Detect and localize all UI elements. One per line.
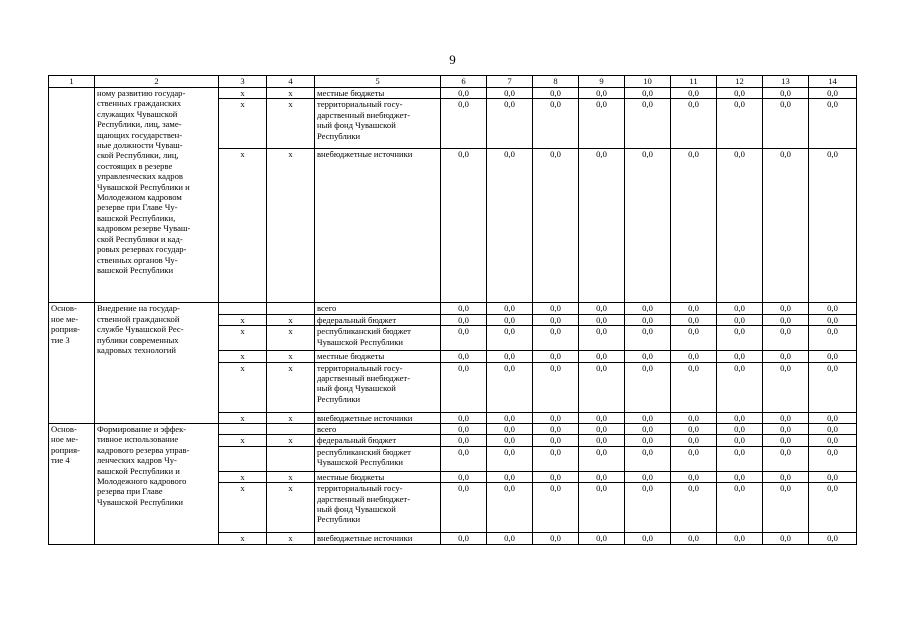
measure-name-line: ному развитию государ- <box>97 88 186 98</box>
value-cell: 0,0 <box>579 424 625 435</box>
header-cell: 8 <box>533 76 579 88</box>
code-cell: x <box>267 435 315 446</box>
value-cell: 0,0 <box>533 149 579 303</box>
value-cell: 0,0 <box>717 99 763 149</box>
value-cell: 0,0 <box>809 326 857 351</box>
page-number: 9 <box>449 52 456 67</box>
header-cell: 5 <box>315 76 441 88</box>
measure-name-line: ные должности Чуваш- <box>97 140 183 151</box>
value-cell: 0,0 <box>579 533 625 544</box>
code-cell: x <box>219 471 267 482</box>
funding-source-cell: местные бюджеты <box>315 351 441 362</box>
value-cell: 0,0 <box>809 88 857 99</box>
funding-source-cell: всего <box>315 303 441 314</box>
code-cell: x <box>267 88 315 99</box>
value-cell: 0,0 <box>809 149 857 303</box>
value-cell: 0,0 <box>625 483 671 533</box>
code-cell: x <box>219 149 267 303</box>
value-cell: 0,0 <box>809 435 857 446</box>
header-cell: 3 <box>219 76 267 88</box>
measure-name-line: кадрового резерва управ- <box>97 444 190 455</box>
funding-source-cell: местные бюджеты <box>315 88 441 99</box>
value-cell: 0,0 <box>487 483 533 533</box>
funding-source-line: дарственный внебюджет- <box>317 109 411 120</box>
value-cell: 0,0 <box>441 533 487 544</box>
value-cell: 0,0 <box>487 88 533 99</box>
header-cell: 14 <box>809 76 857 88</box>
measure-name-line: кадровых технологий <box>97 345 176 356</box>
header-cell: 9 <box>579 76 625 88</box>
measure-code-line: роприя- <box>51 444 80 455</box>
measure-code-cell <box>49 424 95 545</box>
value-cell: 0,0 <box>441 99 487 149</box>
measure-code-line: Основ- <box>51 303 77 314</box>
value-cell: 0,0 <box>533 351 579 362</box>
measure-name-line: управленческих кадров <box>97 171 183 182</box>
value-cell: 0,0 <box>625 533 671 544</box>
value-cell: 0,0 <box>487 149 533 303</box>
funding-source-cell <box>315 362 441 412</box>
value-cell: 0,0 <box>717 326 763 351</box>
value-cell: 0,0 <box>441 303 487 314</box>
funding-source-cell: внебюджетные источники <box>315 533 441 544</box>
value-cell: 0,0 <box>625 326 671 351</box>
code-cell: x <box>219 362 267 412</box>
funding-source-cell: федеральный бюджет <box>315 314 441 325</box>
value-cell: 0,0 <box>625 303 671 314</box>
code-cell: x <box>267 483 315 533</box>
funding-source-cell: местные бюджеты <box>315 471 441 482</box>
value-cell: 0,0 <box>533 471 579 482</box>
value-cell: 0,0 <box>671 412 717 423</box>
measure-name-line: Чувашской Республики <box>97 496 183 507</box>
value-cell: 0,0 <box>717 446 763 471</box>
measure-name-line: ской Республики, лиц, <box>97 150 179 161</box>
value-cell: 0,0 <box>579 314 625 325</box>
funding-source-cell: внебюджетные источники <box>315 412 441 423</box>
measure-name-line: Формирование и эффек- <box>97 424 187 435</box>
value-cell: 0,0 <box>625 99 671 149</box>
code-cell: x <box>267 533 315 544</box>
measure-name-line: служащих Чувашской <box>97 108 178 119</box>
measure-code-line: ное ме- <box>51 313 79 324</box>
value-cell: 0,0 <box>625 471 671 482</box>
measure-name-line: публики современных <box>97 334 179 345</box>
measure-name-line: Молодежного кадрового <box>97 476 187 487</box>
table-row <box>49 88 857 99</box>
value-cell: 0,0 <box>717 149 763 303</box>
measure-name-line: резерва при Главе <box>97 486 163 497</box>
value-cell: 0,0 <box>579 88 625 99</box>
measure-name-line: состоящих в резерве <box>97 160 173 171</box>
value-cell: 0,0 <box>579 362 625 412</box>
measure-name-line: ленческих кадров Чу- <box>97 455 177 466</box>
funding-source-cell <box>315 483 441 533</box>
value-cell: 0,0 <box>763 88 809 99</box>
value-cell: 0,0 <box>763 533 809 544</box>
header-cell: 12 <box>717 76 763 88</box>
value-cell: 0,0 <box>809 424 857 435</box>
value-cell: 0,0 <box>625 314 671 325</box>
measure-code-cell <box>49 303 95 424</box>
table-row <box>49 303 857 314</box>
value-cell: 0,0 <box>579 471 625 482</box>
code-cell: x <box>267 326 315 351</box>
measure-code-cell <box>49 88 95 303</box>
value-cell: 0,0 <box>487 303 533 314</box>
value-cell: 0,0 <box>533 303 579 314</box>
funding-source-cell: федеральный бюджет <box>315 435 441 446</box>
value-cell: 0,0 <box>671 362 717 412</box>
value-cell: 0,0 <box>763 483 809 533</box>
value-cell: 0,0 <box>533 314 579 325</box>
funding-source-cell: внебюджетные источники <box>315 149 441 303</box>
code-cell: x <box>219 314 267 325</box>
value-cell: 0,0 <box>579 412 625 423</box>
value-cell: 0,0 <box>625 149 671 303</box>
budget-table <box>48 75 857 545</box>
value-cell: 0,0 <box>579 149 625 303</box>
value-cell: 0,0 <box>671 303 717 314</box>
value-cell: 0,0 <box>487 435 533 446</box>
funding-source-line: Чувашской Республики <box>317 457 403 468</box>
value-cell: 0,0 <box>717 533 763 544</box>
value-cell: 0,0 <box>763 351 809 362</box>
value-cell: 0,0 <box>717 424 763 435</box>
value-cell: 0,0 <box>809 483 857 533</box>
value-cell: 0,0 <box>671 88 717 99</box>
value-cell: 0,0 <box>809 99 857 149</box>
value-cell: 0,0 <box>487 533 533 544</box>
code-cell <box>267 303 315 314</box>
value-cell: 0,0 <box>809 314 857 325</box>
value-cell: 0,0 <box>533 446 579 471</box>
value-cell: 0,0 <box>763 303 809 314</box>
value-cell: 0,0 <box>441 326 487 351</box>
value-cell: 0,0 <box>533 412 579 423</box>
code-cell: x <box>267 99 315 149</box>
funding-source-line: Республики <box>317 393 361 404</box>
code-cell <box>267 446 315 471</box>
value-cell: 0,0 <box>625 446 671 471</box>
value-cell: 0,0 <box>579 483 625 533</box>
code-cell <box>219 424 267 435</box>
header-cell: 11 <box>671 76 717 88</box>
header-row <box>49 76 857 88</box>
value-cell: 0,0 <box>441 314 487 325</box>
value-cell: 0,0 <box>717 412 763 423</box>
value-cell: 0,0 <box>441 446 487 471</box>
value-cell: 0,0 <box>625 88 671 99</box>
measure-name-line: ской Республики и кад- <box>97 233 183 244</box>
value-cell: 0,0 <box>671 533 717 544</box>
value-cell: 0,0 <box>533 88 579 99</box>
code-cell: x <box>219 88 267 99</box>
value-cell: 0,0 <box>763 99 809 149</box>
value-cell: 0,0 <box>533 424 579 435</box>
value-cell: 0,0 <box>579 351 625 362</box>
code-cell: x <box>267 351 315 362</box>
value-cell: 0,0 <box>625 424 671 435</box>
code-cell: x <box>267 314 315 325</box>
code-cell: x <box>219 326 267 351</box>
measure-name-line: Чувашской Республики и <box>97 181 190 192</box>
value-cell: 0,0 <box>671 446 717 471</box>
value-cell: 0,0 <box>533 362 579 412</box>
measure-name-line: резерве при Главе Чу- <box>97 202 178 213</box>
measure-name-line: щающих государствен- <box>97 129 183 140</box>
code-cell: x <box>219 99 267 149</box>
value-cell: 0,0 <box>487 99 533 149</box>
funding-source-cell <box>315 446 441 471</box>
value-cell: 0,0 <box>763 446 809 471</box>
funding-source-cell <box>315 99 441 149</box>
value-cell: 0,0 <box>763 362 809 412</box>
value-cell: 0,0 <box>717 471 763 482</box>
value-cell: 0,0 <box>763 149 809 303</box>
value-cell: 0,0 <box>487 471 533 482</box>
header-cell: 2 <box>95 76 219 88</box>
measure-code-line: тие 4 <box>51 455 70 466</box>
header-cell: 7 <box>487 76 533 88</box>
funding-source-line: Чувашской Республики <box>317 336 403 347</box>
value-cell: 0,0 <box>487 314 533 325</box>
code-cell <box>219 446 267 471</box>
funding-source-cell <box>315 326 441 351</box>
value-cell: 0,0 <box>441 412 487 423</box>
measure-name-line: ровых резервах государ- <box>97 244 187 255</box>
value-cell: 0,0 <box>717 351 763 362</box>
funding-source-line: территориальный госу- <box>317 362 403 373</box>
funding-source-line: Республики <box>317 514 361 525</box>
value-cell: 0,0 <box>487 326 533 351</box>
table-row <box>49 424 857 435</box>
measure-name-line: службе Чувашской Рес- <box>97 324 184 335</box>
measure-code-line: роприя- <box>51 324 80 335</box>
header-cell: 13 <box>763 76 809 88</box>
value-cell: 0,0 <box>533 99 579 149</box>
measure-code-line: тие 3 <box>51 334 70 345</box>
code-cell: x <box>267 471 315 482</box>
value-cell: 0,0 <box>763 326 809 351</box>
value-cell: 0,0 <box>671 471 717 482</box>
value-cell: 0,0 <box>809 446 857 471</box>
value-cell: 0,0 <box>717 314 763 325</box>
value-cell: 0,0 <box>441 149 487 303</box>
value-cell: 0,0 <box>487 362 533 412</box>
code-cell: x <box>219 412 267 423</box>
value-cell: 0,0 <box>533 533 579 544</box>
value-cell: 0,0 <box>441 435 487 446</box>
value-cell: 0,0 <box>487 424 533 435</box>
value-cell: 0,0 <box>579 435 625 446</box>
funding-source-line: ный фонд Чувашской <box>317 120 396 131</box>
measure-name-line: ственной гражданской <box>97 313 180 324</box>
value-cell: 0,0 <box>579 99 625 149</box>
value-cell: 0,0 <box>579 326 625 351</box>
value-cell: 0,0 <box>625 435 671 446</box>
header-cell: 6 <box>441 76 487 88</box>
value-cell: 0,0 <box>441 88 487 99</box>
measure-name-cell <box>95 424 219 545</box>
value-cell: 0,0 <box>671 149 717 303</box>
measure-name-line: ственных органов Чу- <box>97 254 178 265</box>
header-cell: 4 <box>267 76 315 88</box>
value-cell: 0,0 <box>671 435 717 446</box>
measure-name-line: ственных гражданских <box>97 98 182 109</box>
measure-name-cell <box>95 88 219 303</box>
value-cell: 0,0 <box>671 99 717 149</box>
value-cell: 0,0 <box>763 435 809 446</box>
value-cell: 0,0 <box>441 351 487 362</box>
code-cell: x <box>267 412 315 423</box>
value-cell: 0,0 <box>441 424 487 435</box>
value-cell: 0,0 <box>533 435 579 446</box>
measure-name-line: вашской Республики и <box>97 465 180 476</box>
value-cell: 0,0 <box>809 303 857 314</box>
header-cell: 10 <box>625 76 671 88</box>
value-cell: 0,0 <box>533 326 579 351</box>
value-cell: 0,0 <box>671 351 717 362</box>
code-cell: x <box>219 483 267 533</box>
measure-name-line: вашской Республики, <box>97 212 176 223</box>
value-cell: 0,0 <box>533 483 579 533</box>
value-cell: 0,0 <box>809 533 857 544</box>
funding-source-line: территориальный госу- <box>317 483 403 494</box>
code-cell: x <box>219 351 267 362</box>
funding-source-line: дарственный внебюджет- <box>317 373 411 384</box>
value-cell: 0,0 <box>671 424 717 435</box>
value-cell: 0,0 <box>579 446 625 471</box>
measure-name-line: вашской Республики <box>97 264 174 275</box>
funding-source-line: республиканский бюджет <box>317 326 411 337</box>
code-cell: x <box>219 435 267 446</box>
value-cell: 0,0 <box>809 412 857 423</box>
value-cell: 0,0 <box>487 412 533 423</box>
value-cell: 0,0 <box>717 362 763 412</box>
funding-source-line: территориальный госу- <box>317 99 403 110</box>
measure-name-line: Молодежном кадровом <box>97 192 182 203</box>
funding-source-line: Республики <box>317 130 361 141</box>
code-cell <box>219 303 267 314</box>
value-cell: 0,0 <box>809 351 857 362</box>
code-cell: x <box>267 362 315 412</box>
measure-name-line: кадровом резерве Чуваш- <box>97 223 191 234</box>
measure-code-line: ное ме- <box>51 434 79 445</box>
value-cell: 0,0 <box>671 314 717 325</box>
value-cell: 0,0 <box>809 362 857 412</box>
value-cell: 0,0 <box>717 303 763 314</box>
value-cell: 0,0 <box>625 412 671 423</box>
funding-source-line: республиканский бюджет <box>317 446 411 457</box>
code-cell <box>267 424 315 435</box>
value-cell: 0,0 <box>717 88 763 99</box>
funding-source-line: дарственный внебюджет- <box>317 493 411 504</box>
measure-name-line: тивное использование <box>97 434 179 445</box>
value-cell: 0,0 <box>441 471 487 482</box>
header-cell: 1 <box>49 76 95 88</box>
value-cell: 0,0 <box>763 471 809 482</box>
value-cell: 0,0 <box>671 483 717 533</box>
measure-name-line: Внедрение на государ- <box>97 303 180 314</box>
code-cell: x <box>267 149 315 303</box>
funding-source-line: ный фонд Чувашской <box>317 504 396 515</box>
value-cell: 0,0 <box>809 471 857 482</box>
value-cell: 0,0 <box>441 483 487 533</box>
code-cell: x <box>219 533 267 544</box>
value-cell: 0,0 <box>763 412 809 423</box>
funding-source-cell: всего <box>315 424 441 435</box>
value-cell: 0,0 <box>671 326 717 351</box>
value-cell: 0,0 <box>717 435 763 446</box>
measure-name-line: Республики, лиц, заме- <box>97 119 182 130</box>
value-cell: 0,0 <box>763 424 809 435</box>
value-cell: 0,0 <box>625 351 671 362</box>
measure-code-line: Основ- <box>51 424 77 435</box>
value-cell: 0,0 <box>579 303 625 314</box>
value-cell: 0,0 <box>487 446 533 471</box>
value-cell: 0,0 <box>441 362 487 412</box>
value-cell: 0,0 <box>763 314 809 325</box>
value-cell: 0,0 <box>625 362 671 412</box>
measure-name-cell <box>95 303 219 424</box>
value-cell: 0,0 <box>487 351 533 362</box>
value-cell: 0,0 <box>717 483 763 533</box>
funding-source-line: ный фонд Чувашской <box>317 383 396 394</box>
